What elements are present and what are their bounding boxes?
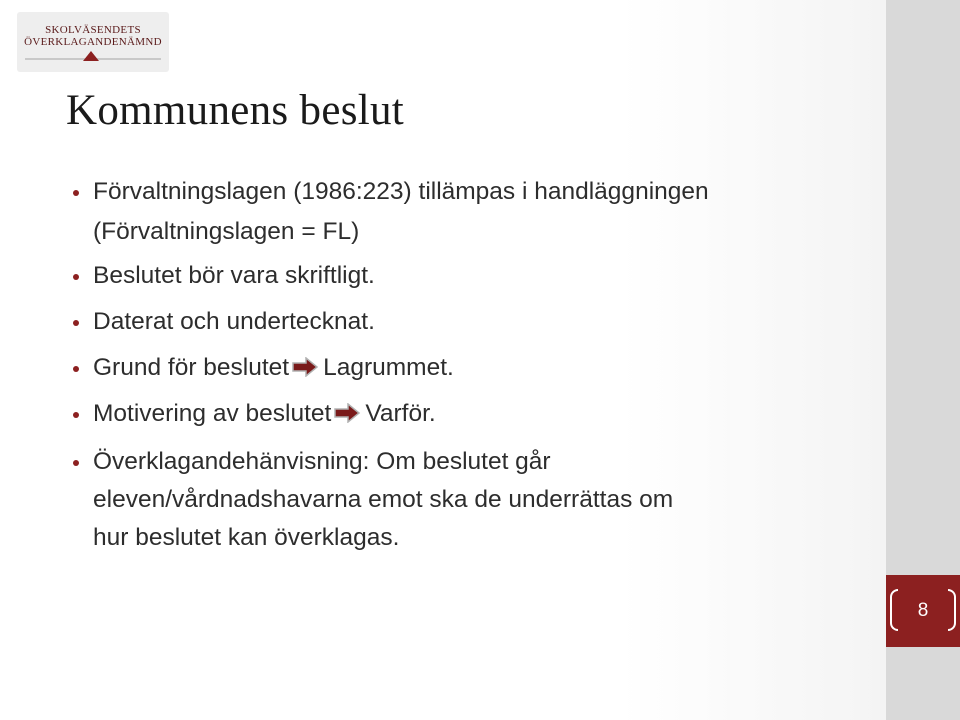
bullet-marker bbox=[73, 460, 79, 466]
bullet-text-before: Grund för beslutet bbox=[93, 354, 290, 381]
bullet-text bbox=[93, 400, 436, 428]
bullet-text-before: Motivering av beslutet bbox=[93, 400, 332, 427]
right-brace-icon bbox=[948, 589, 956, 631]
bullet-marker bbox=[73, 190, 79, 196]
bullet-text: hur beslutet kan överklagas. bbox=[93, 524, 400, 551]
bullet-text-after: Lagrummet. bbox=[323, 354, 454, 381]
page-number: 8 bbox=[917, 600, 929, 621]
slide-title: Kommunens beslut bbox=[66, 87, 405, 134]
page-number-badge bbox=[886, 575, 960, 647]
logo-text-line1: SKOLVÄSENDETS bbox=[45, 24, 141, 36]
bullet-text: Beslutet bör vara skriftligt. bbox=[93, 262, 375, 289]
bullet-text: (Förvaltningslagen = FL) bbox=[93, 218, 360, 245]
bullet-marker bbox=[73, 274, 79, 280]
bullet-text: Förvaltningslagen (1986:223) tillämpas i handläggningen bbox=[93, 178, 709, 205]
logo-mark-icon bbox=[83, 51, 99, 61]
bullet-marker bbox=[73, 366, 79, 372]
bullet-text bbox=[93, 354, 454, 382]
bullet-marker bbox=[73, 412, 79, 418]
logo-text-line2: ÖVERKLAGANDENÄMND bbox=[24, 36, 162, 48]
right-arrow-icon bbox=[333, 403, 361, 423]
bullet-text: Daterat och undertecknat. bbox=[93, 308, 375, 335]
logo bbox=[17, 12, 169, 72]
bullet-text-after: Varför. bbox=[365, 400, 436, 427]
right-arrow-icon bbox=[291, 357, 319, 377]
bullet-marker bbox=[73, 320, 79, 326]
bullet-text: eleven/vårdnadshavarna emot ska de underrättas om bbox=[93, 486, 674, 513]
bullet-text: Överklagandehänvisning: Om beslutet går bbox=[93, 448, 551, 475]
